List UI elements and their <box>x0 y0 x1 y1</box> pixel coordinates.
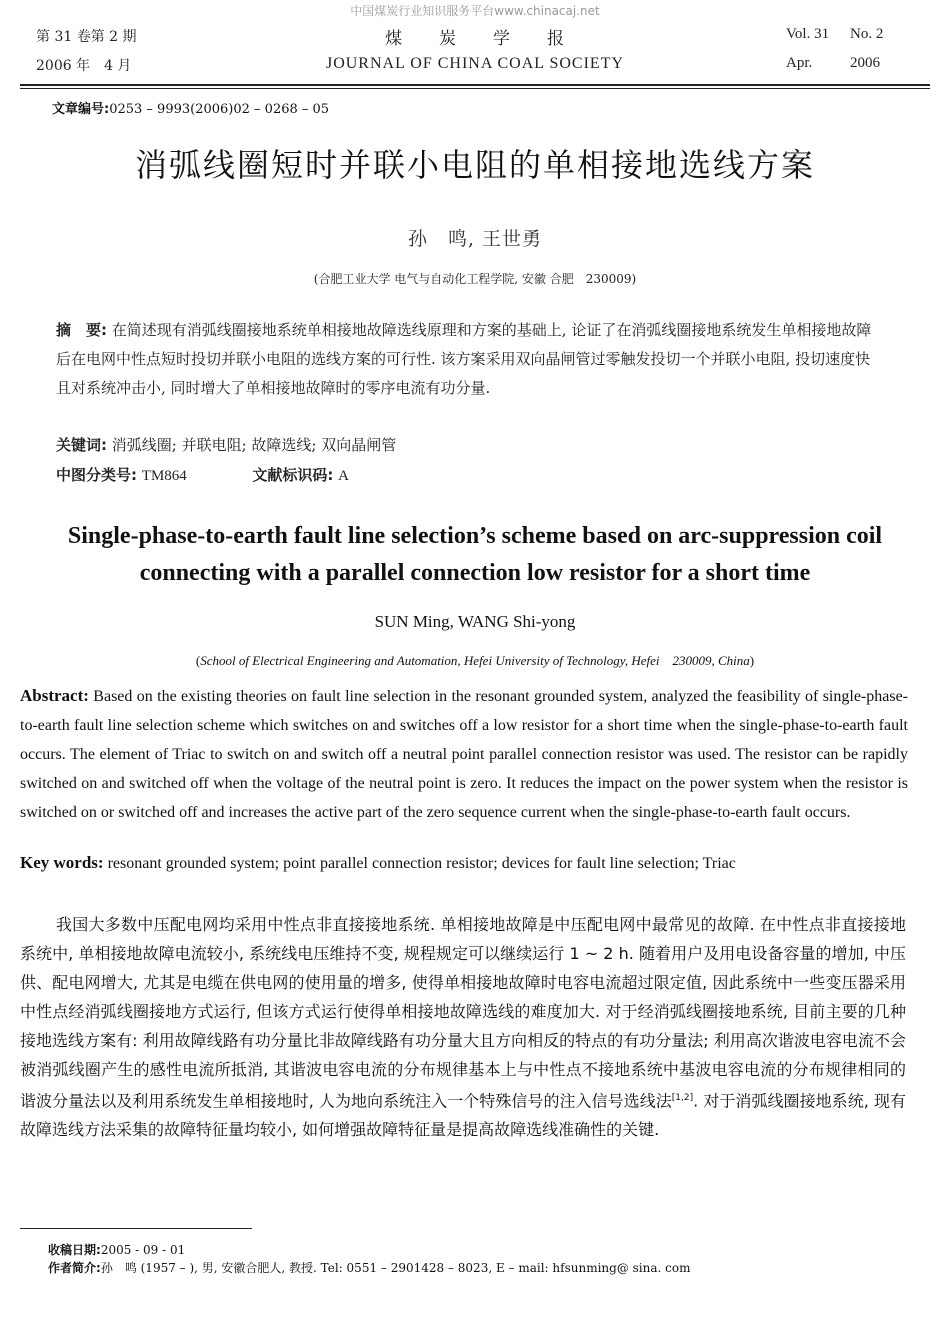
abstract-en <box>20 681 908 827</box>
authors-zh: 孙 鸣, 王世勇 <box>407 228 543 250</box>
received-value: 2005 - 09 - 01 <box>100 1243 186 1257</box>
body-paragraph-text: 我国大多数中压配电网均采用中性点非直接接地系统. 单相接地故障是中压配电网中最常见的故障. 在中性点非直接接地系统中, 单相接地故障电流较小, 系统线电压维持不变, 规程规定可以继续运行 1 ~ 2 h. 随着用户及用电设备容量的增加, 中压供、配电网增大, 尤其是电缆在供电网的使用量的增多, 使得单相接地故障时电容电流超过限定值, 因此系统中一些变压器采用中性点经消弧线圈接地方式运行, 但该方式运行使得单相接地故障选线的难度加大. 对于经消弧线圈接地系统, 目前主要的几种接地选线方案有: 利用故障线路有功分量比非故障线路有功分量大且方向相反的特点的有功分量法; 利用高次谐波电容电流不会被消弧线圈产生的感性电流所抵消, 其谐波电容电流的分布规律基本上与中性点不接地系统中基波电容电流的分布规律相同的谐波分量法以及利用系统发生单相接地时, 人为地向系统注入一个特殊信号的注入信号选线法 <box>20 915 906 1111</box>
watermark: 中国煤炭行业知识服务平台www.chinacaj.net <box>350 4 600 18</box>
month: Apr. <box>786 55 813 71</box>
header-rule-thin <box>20 88 930 89</box>
citation: [1,2] <box>671 1093 694 1103</box>
volume: Vol. 31 <box>786 26 830 42</box>
issue-number: No. 2 <box>850 26 884 42</box>
abstract-zh-text: 在简述现有消弧线圈接地系统单相接地故障选线原理和方案的基础上, 论证了在消弧线圈接地系统发生单相接地故障后在电网中性点短时投切并联小电阻的选线方案的可行性. 该方案采用双向晶闸管过零触发投切一个并联小电阻, 投切速度快且对系统冲击小, 同时增大了单相接地故障时的零序电流有功分量. <box>56 321 872 397</box>
author-bio-label: 作者简介: <box>48 1261 101 1275</box>
journal-title-en: JOURNAL OF CHINA COAL SOCIETY <box>325 55 625 72</box>
article-number-value: 0253 – 9993(2006)02 – 0268 – 05 <box>109 102 330 117</box>
received-date <box>48 1241 185 1258</box>
author-bio-text: 孙 鸣 (1957 – ), 男, 安徽合肥人, 教授. Tel: 0551 – 2901428 – 8023, E – mail: hfsunming@ sina. com <box>100 1261 691 1275</box>
received-label: 收稿日期: <box>48 1243 101 1257</box>
affiliation-zh: (合肥工业大学 电气与自动化工程学院, 安徽 合肥 230009) <box>313 272 637 286</box>
title-en: Single-phase-to-earth fault line selection’s scheme based on arc-suppression coil connecting with a parallel connection low resistor for a short time <box>67 523 883 586</box>
keywords-en-label: Key words: <box>20 853 104 872</box>
keywords-zh-label: 关键词: <box>56 436 107 454</box>
article-number-label: 文章编号: <box>52 102 110 117</box>
issue-info: 第 31 卷第 2 期 <box>36 29 137 45</box>
body-paragraph <box>20 910 906 1144</box>
affiliation-en-text: School of Electrical Engineering and Automation, Hefei University of Technology, Hefei 230009, China <box>200 653 750 668</box>
year: 2006 <box>850 55 880 71</box>
journal-title-zh: 煤 炭 学 报 <box>385 29 565 49</box>
classification <box>56 461 872 491</box>
keywords-zh <box>56 431 872 460</box>
abstract-zh-label: 摘 要: <box>56 321 107 339</box>
body-text <box>20 910 906 1144</box>
abstract-zh <box>56 316 872 403</box>
keywords-en <box>20 853 920 873</box>
doc-code-value: A <box>338 468 349 484</box>
author-bio <box>48 1259 690 1276</box>
doc-code-label: 文献标识码: <box>252 466 334 484</box>
authors-en: SUN Ming, WANG Shi-yong <box>374 612 576 631</box>
keywords-en-text: resonant grounded system; point parallel connection resistor; devices for fault line selection; Triac <box>107 855 736 872</box>
abstract-en-label: Abstract: <box>20 686 89 705</box>
issue-date: 2006 年 4 月 <box>36 58 132 74</box>
footnote-rule <box>20 1228 252 1229</box>
abstract-en-text: Based on the existing theories on fault line selection in the resonant grounded system, analyzed the feasibility of single-phase-to-earth fault line selection scheme which switches on and switches off a low resistor for a short time when the single-phase-to-earth fault occurs. The element of Triac to switch on and switch off a neutral point parallel connection resistor was used. The resistor can be rapidly switched on and switched off when the voltage of the neutral point is zero. It reduces the impact on the power system when the resistor is switched on or switched off and increases the active part of the zero sequence current when the single-phase-to-earth fault occurs. <box>20 688 909 821</box>
keywords-zh-text: 消弧线圈; 并联电阻; 故障选线; 双向晶闸管 <box>111 436 397 454</box>
clc-value: TM864 <box>141 468 187 484</box>
body-paragraph-tail: . 对于消弧线圈接地系统, 现有故障选线方法采集的故障特征量均较小, 如何增强故障特征量是提高故障选线准确性的关键. <box>20 1091 906 1140</box>
page-title: 消弧线圈短时并联小电阻的单相接地选线方案 <box>134 146 815 184</box>
header-rule <box>20 84 930 86</box>
affiliation-en: (School of Electrical Engineering and Automation, Hefei University of Technology, Hefei 230009, China) <box>195 653 755 668</box>
article-number <box>52 98 329 117</box>
clc-label: 中图分类号: <box>56 466 137 484</box>
